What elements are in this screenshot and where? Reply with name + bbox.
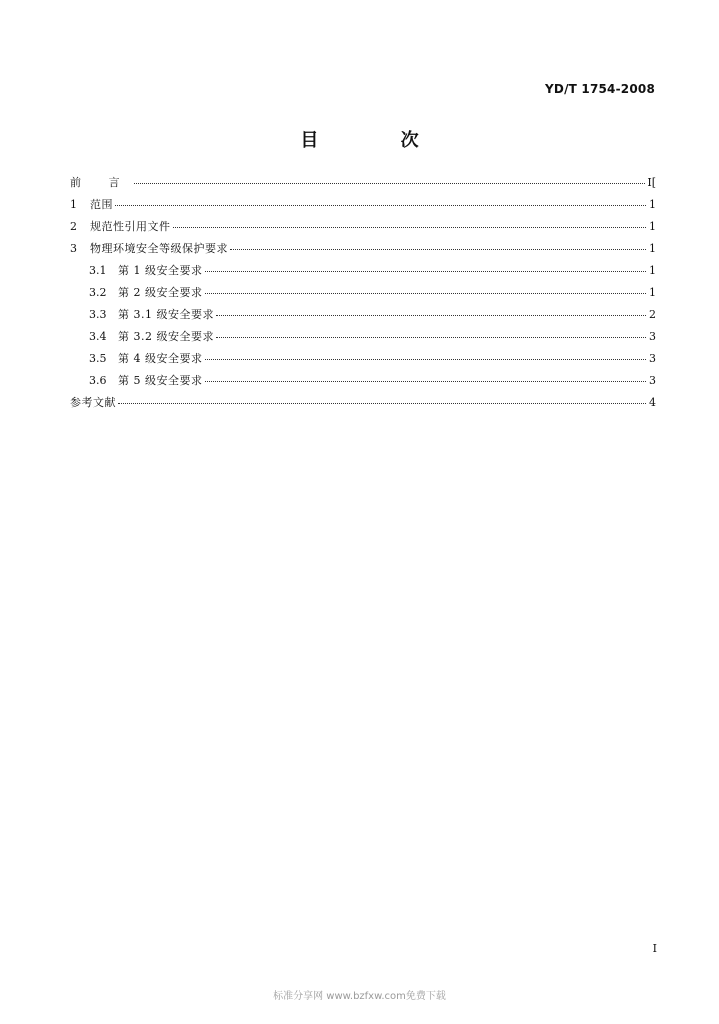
- toc-entry-3-4[interactable]: [70, 330, 656, 352]
- dot-leader: [230, 248, 646, 250]
- toc-entry-physical-environment[interactable]: [70, 242, 656, 264]
- toc-entry-number: 3.3: [89, 308, 107, 321]
- toc-entry-number: 3.5: [89, 352, 107, 365]
- toc-entry-label: 物理环境安全等级保护要求: [90, 242, 228, 255]
- dot-leader: [118, 402, 646, 404]
- toc-entry-3-6[interactable]: [70, 374, 656, 396]
- dot-leader: [216, 336, 646, 338]
- toc-entry-normative-references[interactable]: [70, 220, 656, 242]
- toc-entry-page: 3: [649, 330, 656, 343]
- toc-entry-label: 规范性引用文件: [90, 220, 171, 233]
- toc-entry-label: 第 3.1 级安全要求: [118, 308, 214, 321]
- dot-leader: [173, 226, 647, 228]
- toc-entry-label: 第 4 级安全要求: [118, 352, 203, 365]
- toc-entry-number: 3.4: [89, 330, 107, 343]
- toc-entry-number: 3.1: [89, 264, 107, 277]
- page-number: I: [652, 942, 657, 955]
- toc-entry-3-1[interactable]: [70, 264, 656, 286]
- toc-entry-page: 3: [649, 352, 656, 365]
- toc-entry-number: 3.6: [89, 374, 107, 387]
- toc-entry-page: 3: [649, 374, 656, 387]
- toc-entry-label: 第 3.2 级安全要求: [118, 330, 214, 343]
- toc-entry-number: 2: [70, 220, 77, 233]
- toc-entry-page: 1: [649, 198, 656, 211]
- toc-entry-page: 1: [649, 286, 656, 299]
- toc-title: 目 次: [300, 130, 457, 151]
- toc-entry-3-5[interactable]: [70, 352, 656, 374]
- toc-entry-label: 范围: [90, 198, 113, 211]
- dot-leader: [134, 182, 646, 184]
- toc-entry-label: 第 2 级安全要求: [118, 286, 203, 299]
- toc-entry-3-2[interactable]: [70, 286, 656, 308]
- toc-entry-page: 1: [649, 264, 656, 277]
- toc-entry-page: 2: [649, 308, 656, 321]
- table-of-contents: [70, 176, 656, 418]
- dot-leader: [205, 358, 647, 360]
- dot-leader: [205, 292, 647, 294]
- toc-entry-page: 1: [649, 242, 656, 255]
- toc-entry-bibliography[interactable]: [70, 396, 656, 418]
- toc-entry-label: 参考文献: [70, 396, 116, 409]
- toc-entry-3-3[interactable]: [70, 308, 656, 330]
- toc-entry-page: 4: [649, 396, 656, 409]
- toc-entry-number: 3.2: [89, 286, 107, 299]
- toc-entry-foreword[interactable]: [70, 176, 656, 198]
- watermark-text: 标准分享网 www.bzfxw.com免费下载: [273, 991, 446, 1002]
- dot-leader: [216, 314, 646, 316]
- dot-leader: [205, 270, 647, 272]
- standard-code: YD/T 1754-2008: [545, 82, 655, 96]
- toc-entry-number: 1: [70, 198, 77, 211]
- dot-leader: [205, 380, 647, 382]
- toc-entry-label: 前 言: [70, 176, 132, 189]
- toc-entry-page: 1: [649, 220, 656, 233]
- toc-entry-label: 第 1 级安全要求: [118, 264, 203, 277]
- dot-leader: [115, 204, 646, 206]
- toc-entry-number: 3: [70, 242, 77, 255]
- toc-entry-label: 第 5 级安全要求: [118, 374, 203, 387]
- toc-entry-scope[interactable]: [70, 198, 656, 220]
- toc-entry-page: I[: [647, 176, 656, 189]
